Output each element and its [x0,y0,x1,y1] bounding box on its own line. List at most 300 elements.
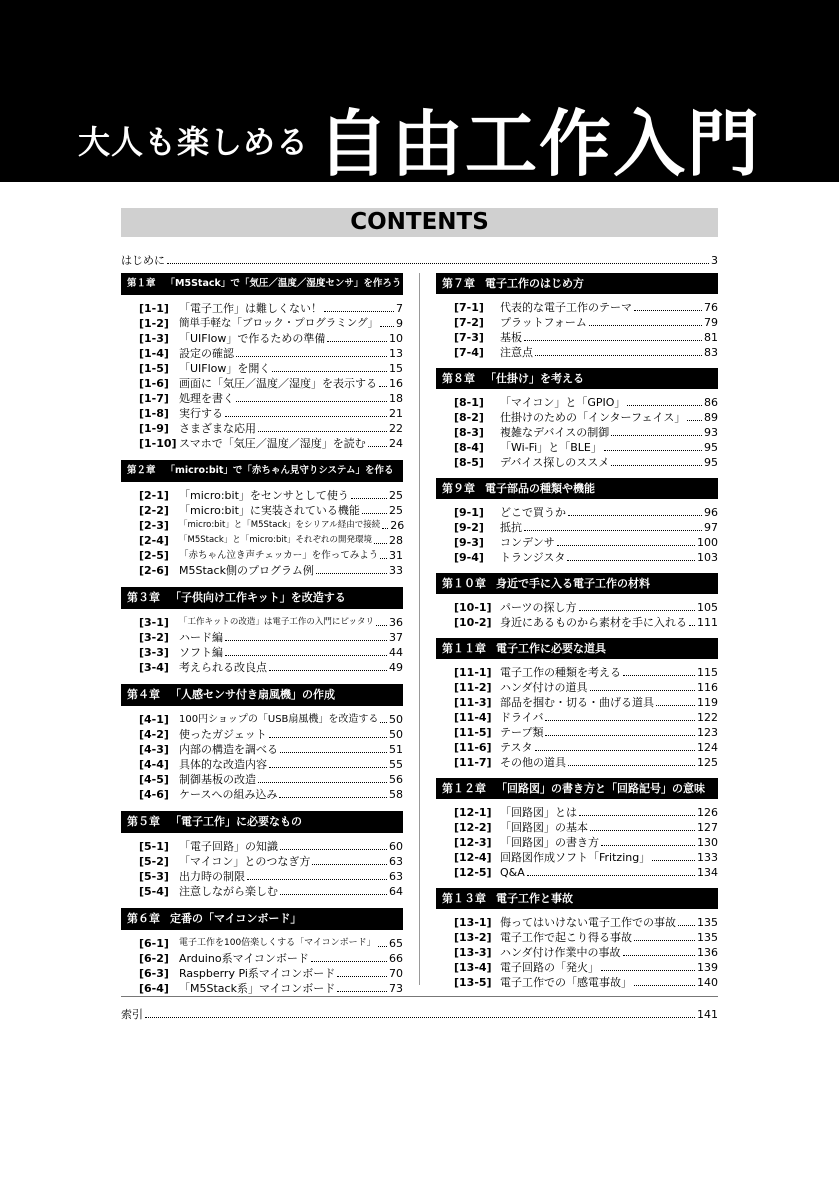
entry-page: 79 [704,316,718,329]
entry-number: [7-1] [454,301,484,314]
entry-number: [2-5] [139,549,169,562]
chapter-section [121,460,403,578]
chapter-section [436,273,718,360]
entry-text: 「工作キットの改造」は電子工作の入門にピッタリ [179,617,374,627]
toc-entry[interactable] [139,630,403,645]
entry-page: 133 [697,851,718,864]
entry-text: 「M5Stack」と「micro:bit」それぞれの開発環境 [179,535,373,545]
entry-number: [13-2] [454,931,492,944]
entry-number: [6-3] [139,967,169,980]
toc-entry[interactable] [454,315,718,330]
leader-dots [378,946,387,947]
entry-number: [11-6] [454,741,492,754]
index-entry[interactable] [121,1007,718,1022]
toc-entry[interactable] [454,820,718,835]
toc-entry[interactable] [139,548,403,563]
title-small: 大人も楽しめる [77,123,309,161]
entry-number: [9-4] [454,551,484,564]
toc-entry[interactable] [454,300,718,315]
entry-page: 63 [389,870,403,883]
leader-dots [557,545,695,546]
toc-entry[interactable] [139,869,403,884]
leader-dots [337,991,387,992]
toc-entry[interactable] [454,960,718,975]
leader-dots [247,879,387,880]
entry-number: [6-4] [139,982,169,995]
toc-entry[interactable] [139,391,403,406]
entry-text: ドライバ [500,711,544,724]
entry-text: 「micro:bit」に実装されている機能 [179,504,360,517]
entry-text: 「電子工作」は難しくない！ [179,302,322,315]
entry-list [436,505,718,565]
entry-page: 13 [389,347,403,360]
entry-number: [5-2] [139,855,169,868]
leader-dots [623,675,695,676]
entry-text: 「回路図」とは [500,806,577,819]
leader-dots [524,340,702,341]
toc-entry[interactable] [139,615,403,630]
chapter-header[interactable] [436,368,718,389]
entry-page: 115 [697,666,718,679]
entry-page: 95 [704,456,718,469]
chapter-header[interactable] [121,460,403,482]
toc-entry[interactable] [454,680,718,695]
toc-entry[interactable] [139,884,403,899]
entry-text: 侮ってはいけない電子工作での事故 [500,916,676,929]
entry-number: [10-2] [454,616,492,629]
chapter-title: 身近で手に入る電子工作の材料 [496,577,650,590]
toc-entry[interactable] [454,600,718,615]
entry-page: 65 [389,937,403,950]
entry-text: 注意しながら楽しむ [179,885,278,898]
entry-text: ハード編 [179,631,223,644]
entry-number: [7-4] [454,346,484,359]
chapter-number: 第１章 [127,278,156,289]
entry-text: 「micro:bit」と「M5Stack」をシリアル経由で接続 [179,520,381,530]
leader-dots [568,515,702,516]
entry-number: [11-5] [454,726,492,739]
entry-number: [7-3] [454,331,484,344]
toc-entry[interactable] [454,865,718,880]
entry-page: 140 [697,976,718,989]
toc-entry[interactable] [139,488,403,503]
entry-page: 111 [697,616,718,629]
entry-page: 36 [389,616,403,629]
leader-dots [351,498,387,499]
toc-entry[interactable] [454,520,718,535]
left-column [121,273,403,1005]
entry-text: ソフト編 [179,646,223,659]
leader-dots [604,450,702,451]
entry-number: [2-3] [139,519,169,532]
leader-dots [280,894,387,895]
toc-entry[interactable] [454,755,718,770]
entry-page: 22 [389,422,403,435]
entry-text: その他の道具 [500,756,566,769]
entry-text: ハンダ付け作業中の事故 [500,946,621,959]
intro-entry[interactable] [121,253,718,268]
leader-dots [269,767,387,768]
toc-entry[interactable] [139,854,403,869]
entry-number: [6-2] [139,952,169,965]
leader-dots [374,543,387,544]
toc-entry[interactable] [454,695,718,710]
chapter-header[interactable] [436,778,718,799]
chapter-number: 第１２章 [442,782,486,795]
entry-text: 簡単手軽な「ブロック・プログラミング」 [179,317,379,329]
leader-dots [376,625,387,626]
toc-entry[interactable] [454,455,718,470]
entry-page: 58 [389,788,403,801]
toc-entry[interactable] [139,436,403,451]
leader-dots [545,735,695,736]
entry-text: デバイス探しのススメ [500,456,610,469]
leader-dots [545,720,695,721]
entry-page: 122 [697,711,718,724]
leader-dots [167,263,709,264]
toc-entry[interactable] [139,316,403,331]
entry-page: 125 [697,756,718,769]
toc-entry[interactable] [139,712,403,727]
entry-page: 50 [389,728,403,741]
toc-entry[interactable] [139,787,403,802]
chapter-title: 「M5Stack」で「気圧／温度／湿度センサ」を作ろう [165,278,402,289]
leader-dots [601,970,695,971]
toc-entry[interactable] [454,740,718,755]
chapter-number: 第９章 [442,482,475,495]
chapter-title: 電子工作に必要な道具 [496,642,606,655]
entry-text: 電子工作での「感電事故」 [500,976,632,989]
entry-page: 116 [697,681,718,694]
entry-page: 28 [389,534,403,547]
chapter-header[interactable] [436,273,718,294]
toc-entry[interactable] [139,660,403,675]
entry-number: [9-1] [454,506,484,519]
toc-entry[interactable] [139,376,403,391]
toc-entry[interactable] [139,346,403,361]
entry-number: [12-2] [454,821,492,834]
leader-dots [678,925,695,926]
toc-entry[interactable] [454,410,718,425]
chapter-title: 「仕掛け」を考える [485,372,584,385]
entry-text: トランジスタ [500,551,566,564]
toc-entry[interactable] [139,839,403,854]
entry-page: 83 [704,346,718,359]
entry-text: 考えられる改良点 [179,661,267,674]
entry-list [121,712,403,802]
entry-number: [1-6] [139,377,169,390]
entry-number: [1-5] [139,362,169,375]
entry-number: [8-2] [454,411,484,424]
leader-dots [380,326,394,327]
entry-text: M5Stack側のプログラム例 [179,564,314,577]
entry-text: 基板 [500,331,522,344]
toc-entry[interactable] [454,930,718,945]
toc-entry[interactable] [139,981,403,996]
chapter-header[interactable] [121,587,403,609]
chapter-section [436,638,718,770]
leader-dots [225,640,387,641]
entry-number: [5-3] [139,870,169,883]
entry-text: テープ類 [500,726,544,739]
entry-number: [3-1] [139,616,169,629]
chapter-header[interactable] [121,684,403,706]
chapter-section [121,811,403,899]
leader-dots [368,446,387,447]
leader-dots [687,420,702,421]
leader-dots [236,401,387,402]
toc-entry[interactable] [139,951,403,966]
entry-page: 93 [704,426,718,439]
entry-page: 105 [697,601,718,614]
entry-page: 96 [704,506,718,519]
entry-number: [1-2] [139,317,169,330]
entry-page: 139 [697,961,718,974]
toc-entry[interactable] [139,533,403,548]
entry-page: 70 [389,967,403,980]
entry-page: 127 [697,821,718,834]
leader-dots [280,849,387,850]
entry-text: 制御基板の改造 [179,773,256,786]
chapter-number: 第８章 [442,372,475,385]
leader-dots [312,864,387,865]
chapter-number: 第６章 [127,912,160,925]
leader-dots [535,355,702,356]
toc-entry[interactable] [454,345,718,360]
leader-dots [380,722,387,723]
entry-number: [2-6] [139,564,169,577]
entry-number: [4-6] [139,788,169,801]
toc-entry[interactable] [454,945,718,960]
leader-dots [382,528,388,529]
toc-entry[interactable] [139,645,403,660]
toc-entry[interactable] [454,850,718,865]
chapter-header[interactable] [436,478,718,499]
intro-page: 3 [711,254,718,267]
toc-entry[interactable] [454,725,718,740]
entry-page: 21 [389,407,403,420]
leader-dots [280,752,387,753]
entry-text: 仕掛けのための「インターフェイス」 [500,411,686,424]
entry-list [436,665,718,770]
chapter-number: 第５章 [127,815,160,828]
entry-page: 26 [390,519,405,532]
toc-entry[interactable] [454,710,718,725]
entry-text: Arduino系マイコンボード [179,952,309,965]
entry-text: 「UIFlow」を開く [179,362,271,375]
chapter-section [436,778,718,880]
chapter-header[interactable] [436,638,718,659]
toc-entry[interactable] [139,518,403,533]
toc-entry[interactable] [454,615,718,630]
entry-page: 31 [389,549,403,562]
leader-dots [627,405,702,406]
entry-number: [1-10] [139,437,177,450]
entry-page: 97 [704,521,718,534]
toc-entry[interactable] [139,361,403,376]
leader-dots [362,513,387,514]
entry-text: 「マイコン」と「GPIO」 [500,396,626,409]
entry-page: 134 [697,866,718,879]
entry-number: [1-4] [139,347,169,360]
chapter-title: 電子部品の種類や機能 [485,482,595,495]
chapter-number: 第２章 [127,465,156,476]
leader-dots [311,961,387,962]
entry-number: [5-1] [139,840,169,853]
chapter-number: 第３章 [127,591,160,604]
entry-page: 56 [389,773,403,786]
index-page: 141 [697,1008,718,1021]
entry-text: 具体的な改造内容 [179,758,267,771]
entry-text: 「マイコン」とのつなぎ方 [179,855,311,868]
leader-dots [269,737,387,738]
entry-text: ケースへの組み込み [179,788,278,801]
entry-page: 25 [389,489,403,502]
toc-entry[interactable] [454,505,718,520]
entry-text: 設定の確認 [179,347,234,360]
entry-number: [12-5] [454,866,492,879]
entry-text: パーツの探し方 [500,601,577,614]
entry-text: 複雑なデバイスの制御 [500,426,610,439]
entry-number: [12-4] [454,851,492,864]
entry-number: [4-1] [139,713,169,726]
entry-page: 24 [389,437,403,450]
leader-dots [611,435,702,436]
entry-text: 電子工作を100倍楽しくする「マイコンボード」 [179,938,376,948]
leader-dots [623,955,695,956]
entry-number: [2-2] [139,504,169,517]
toc-entry[interactable] [454,805,718,820]
leader-dots [652,860,695,861]
entry-page: 51 [389,743,403,756]
toc-entry[interactable] [139,421,403,436]
entry-number: [12-1] [454,806,492,819]
entry-number: [5-4] [139,885,169,898]
entry-number: [4-5] [139,773,169,786]
entry-page: 89 [704,411,718,424]
chapter-header[interactable] [121,811,403,833]
toc-entry[interactable] [139,301,403,316]
entry-text: 「micro:bit」をセンサとして使う [179,489,349,502]
entry-number: [8-1] [454,396,484,409]
entry-number: [1-7] [139,392,169,405]
entry-page: 15 [389,362,403,375]
chapter-header[interactable] [436,573,718,594]
toc-entry[interactable] [139,331,403,346]
entry-number: [12-3] [454,836,492,849]
chapter-title: 定番の「マイコンボード」 [170,912,302,925]
entry-number: [11-7] [454,756,492,769]
toc-entry[interactable] [139,757,403,772]
entry-page: 124 [697,741,718,754]
entry-text: 内部の構造を調べる [179,743,278,756]
toc-entry[interactable] [454,425,718,440]
entry-page: 25 [389,504,403,517]
toc-entry[interactable] [139,727,403,742]
toc-entry[interactable] [139,966,403,981]
leader-dots [380,558,387,559]
toc-entry[interactable] [454,330,718,345]
entry-number: [13-3] [454,946,492,959]
chapter-section [121,273,403,451]
entry-number: [8-3] [454,426,484,439]
entry-number: [10-1] [454,601,492,614]
entry-page: 37 [389,631,403,644]
chapter-header[interactable] [121,273,403,295]
entry-number: [8-4] [454,441,484,454]
entry-page: 55 [389,758,403,771]
toc-entry[interactable] [139,742,403,757]
entry-list [121,301,403,451]
leader-dots [590,830,695,831]
entry-text: 使ったガジェット [179,728,267,741]
entry-page: 81 [704,331,718,344]
title-big: 自由工作入門 [317,102,762,186]
entry-text: 代表的な電子工作のテーマ [500,301,632,314]
toc-entry[interactable] [139,936,403,951]
chapter-section [436,478,718,565]
chapter-header[interactable] [121,908,403,930]
leader-dots [527,875,695,876]
chapter-number: 第１０章 [442,577,486,590]
chapter-number: 第７章 [442,277,475,290]
entry-text: 処理を書く [179,392,234,405]
chapter-title: 「子供向け工作キット」を改造する [170,591,346,604]
toc-entry[interactable] [139,503,403,518]
chapter-section [121,587,403,675]
entry-page: 103 [697,551,718,564]
entry-number: [11-4] [454,711,492,724]
toc-entry[interactable] [454,535,718,550]
entry-text: さまざまな応用 [179,422,256,435]
toc-entry[interactable] [139,772,403,787]
entry-page: 119 [697,696,718,709]
entry-page: 9 [396,317,403,330]
toc-entry[interactable] [454,550,718,565]
leader-dots [337,976,387,977]
toc-entry[interactable] [454,395,718,410]
leader-dots [567,560,695,561]
toc-entry[interactable] [454,440,718,455]
entry-number: [1-9] [139,422,169,435]
leader-dots [634,310,702,311]
header-band [0,0,839,186]
entry-number: [3-3] [139,646,169,659]
toc-entry[interactable] [454,975,718,990]
entry-page: 10 [389,332,403,345]
toc-entry[interactable] [139,563,403,578]
toc-entry[interactable] [454,665,718,680]
right-column [436,273,718,998]
chapter-header[interactable] [436,888,718,909]
toc-entry[interactable] [139,406,403,421]
chapter-number: 第４章 [127,688,160,701]
entry-number: [11-2] [454,681,492,694]
entry-number: [13-5] [454,976,492,989]
toc-entry[interactable] [454,915,718,930]
chapter-number: 第１３章 [442,892,486,905]
entry-text: 「UIFlow」で作るための準備 [179,332,326,345]
entry-text: 「M5Stack系」マイコンボード [179,982,336,995]
toc-entry[interactable] [454,835,718,850]
leader-dots [258,431,387,432]
entry-number: [1-8] [139,407,169,420]
chapter-title: 電子工作のはじめ方 [485,277,584,290]
entry-number: [11-1] [454,666,492,679]
leader-dots [568,765,695,766]
book-title [0,86,839,190]
chapter-section [436,888,718,990]
